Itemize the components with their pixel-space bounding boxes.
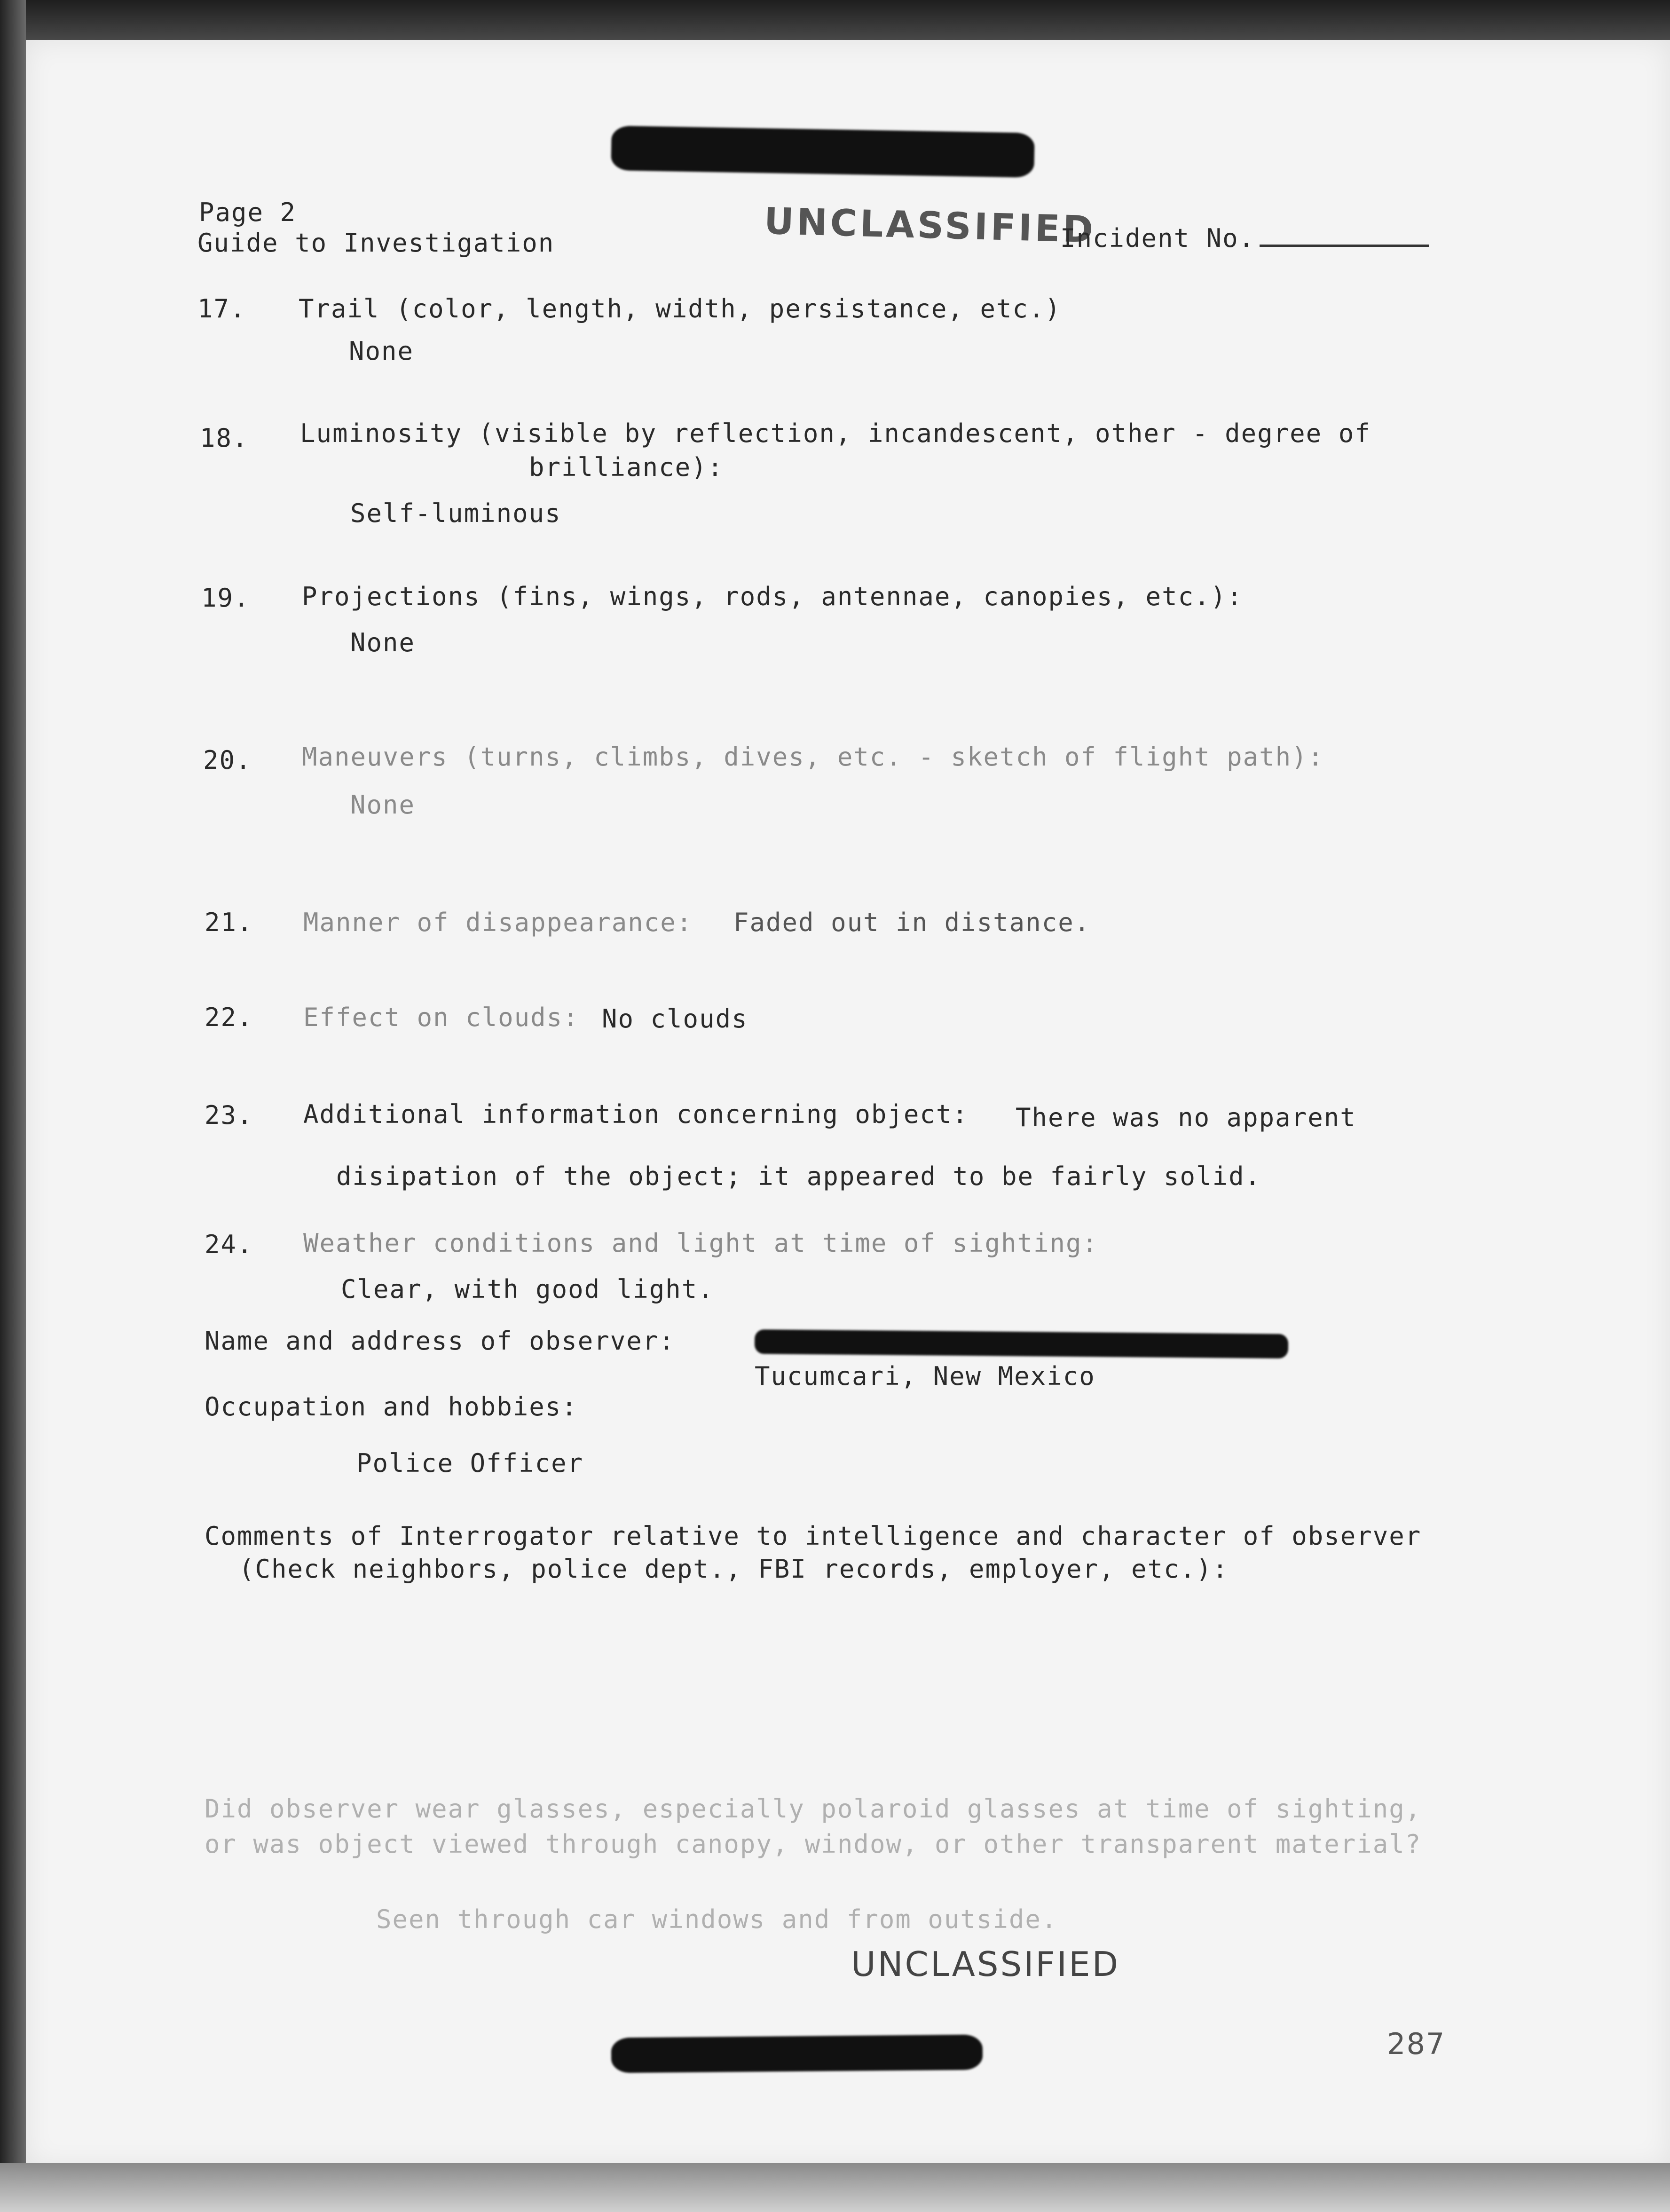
incident-label-text: Incident No.	[1060, 223, 1255, 253]
redaction-observer-name	[755, 1329, 1288, 1359]
observer-address: Tucumcari, New Mexico	[755, 1361, 1095, 1391]
item-question: Weather conditions and light at time of sighting:	[303, 1228, 1099, 1258]
item-answer: None	[350, 790, 416, 820]
redaction-bar-top	[611, 126, 1035, 178]
item-question: Effect on clouds:	[303, 1003, 579, 1032]
item-number: 24.	[205, 1230, 253, 1259]
scan-border-left	[0, 0, 26, 2212]
item-answer: There was no apparent	[1016, 1103, 1356, 1132]
item-question: Additional information concerning object:	[303, 1099, 969, 1129]
document-subtitle: Guide to Investigation	[197, 228, 555, 258]
page-number: 287	[1387, 2027, 1446, 2061]
item-question: Projections (fins, wings, rods, antennae, canopies, etc.):	[302, 582, 1243, 611]
item-number: 23.	[205, 1100, 253, 1130]
classification-stamp-top: UNCLASSIFIED	[763, 200, 1097, 252]
item-number: 20.	[203, 745, 252, 775]
comments-prompt: Comments of Interrogator relative to intelligence and character of observer	[205, 1521, 1422, 1551]
classification-stamp-bottom: UNCLASSIFIED	[851, 1944, 1120, 1984]
item-answer: Faded out in distance.	[733, 908, 1091, 937]
glasses-question-continued: or was object viewed through canopy, window, or other transparent material?	[205, 1829, 1422, 1859]
item-question-continued: brilliance):	[529, 452, 724, 482]
redaction-bar-bottom	[611, 2035, 983, 2073]
glasses-question: Did observer wear glasses, especially polaroid glasses at time of sighting,	[205, 1794, 1422, 1824]
observer-occupation: Police Officer	[356, 1448, 584, 1478]
item-number: 21.	[205, 908, 253, 937]
item-number: 19.	[201, 583, 250, 613]
item-answer: None	[350, 628, 416, 657]
scan-border-bottom	[0, 2163, 1670, 2212]
item-number: 18.	[200, 423, 249, 453]
item-number: 17.	[197, 294, 246, 324]
item-question: Trail (color, length, width, persistance, etc.)	[299, 294, 1062, 324]
incident-number-blank	[1260, 226, 1429, 247]
item-question: Luminosity (visible by reflection, incandescent, other - degree of	[300, 419, 1371, 448]
item-answer: No clouds	[602, 1004, 748, 1034]
item-answer-continued: disipation of the object; it appeared to be fairly solid.	[336, 1161, 1261, 1191]
item-answer: Clear, with good light.	[341, 1274, 714, 1304]
item-number: 22.	[205, 1003, 253, 1032]
incident-number-label	[1060, 223, 1429, 253]
item-question: Manner of disappearance:	[303, 908, 693, 937]
item-answer: Self-luminous	[350, 498, 561, 528]
item-answer: None	[349, 336, 414, 366]
item-question: Maneuvers (turns, climbs, dives, etc. - sketch of flight path):	[302, 742, 1324, 772]
page-label: Page 2	[199, 198, 297, 227]
comments-prompt-continued: (Check neighbors, police dept., FBI records, employer, etc.):	[239, 1554, 1229, 1584]
observer-name-label: Name and address of observer:	[205, 1326, 675, 1356]
scan-border-top	[0, 0, 1670, 42]
glasses-answer: Seen through car windows and from outside.	[376, 1904, 1058, 1934]
occupation-label: Occupation and hobbies:	[205, 1392, 578, 1422]
